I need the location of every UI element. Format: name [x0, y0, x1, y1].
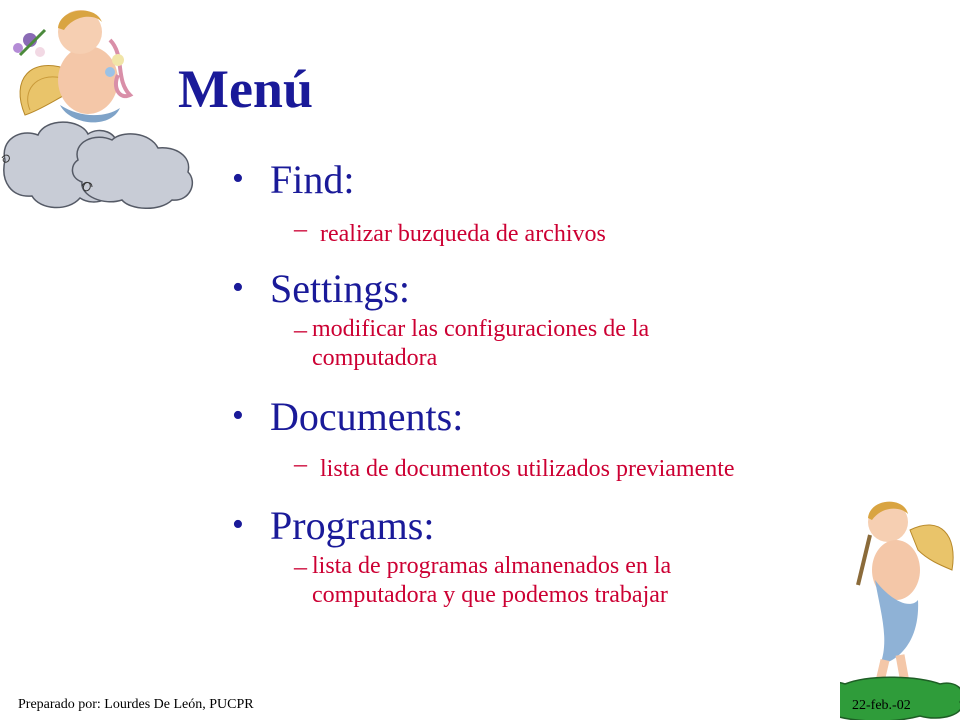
slide-title: Menú [178, 59, 313, 119]
bullet-dot: • [232, 506, 244, 543]
bullet-item-programs [232, 502, 832, 550]
sub-text: modificar las configuraciones de la computadora [312, 316, 650, 371]
sub-item [294, 214, 734, 249]
sub-text: realizar buzqueda de archivos [320, 221, 606, 247]
footer-date: 22-feb.-02 [852, 698, 911, 713]
bullet-label: Settings: [270, 266, 411, 311]
bullet-item-documents [232, 393, 832, 441]
sub-text: lista de documentos utilizados previamente [320, 456, 735, 482]
bullet-list [232, 156, 832, 610]
sub-item [294, 552, 794, 610]
sub-dash: – [294, 552, 307, 581]
sub-dash: – [294, 315, 307, 344]
footer-author: Preparado por: Lourdes De León, PUCPR [18, 697, 254, 712]
bullet-item-settings [232, 265, 832, 313]
cherub-flute-image [840, 490, 960, 720]
bullet-label: Documents: [270, 394, 464, 439]
sub-dash: – [294, 214, 307, 243]
sub-item [294, 449, 754, 484]
sub-item [294, 315, 754, 373]
bullet-dot: • [232, 160, 244, 197]
bullet-dot: • [232, 269, 244, 306]
bullet-item-find [232, 156, 832, 204]
sub-text: lista de programas almanenados en la computadora y que podemos trabajar [312, 553, 672, 608]
bullet-label: Programs: [270, 503, 435, 548]
cherub-cloud-image [0, 0, 200, 215]
bullet-dot: • [232, 397, 244, 434]
bullet-label: Find: [270, 157, 355, 202]
sub-dash: – [294, 449, 307, 478]
